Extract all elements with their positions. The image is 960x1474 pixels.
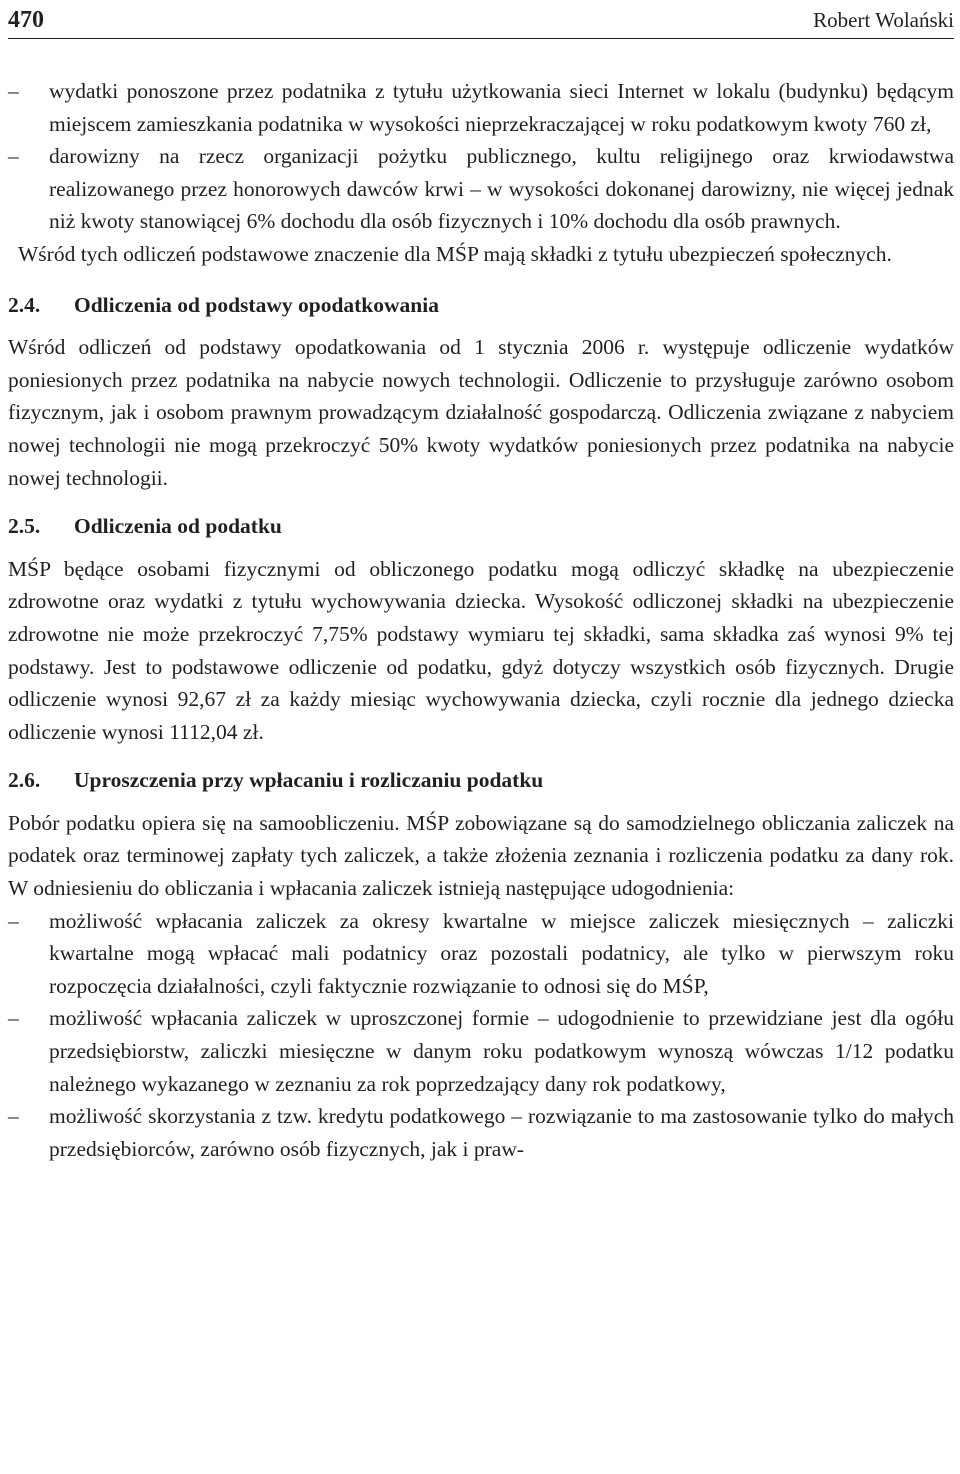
list-item: – możliwość wpłacania zaliczek za okresy kwartalne w miejsce zaliczek miesięcznych – zaliczki kwartalne mogą wpłacać mali podatnicy oraz pozostali podatnicy, ale tylko w pierwszym roku rozpoczęcia działalności, czyli faktycznie rozwiązanie to odnosi się do MŚP, bbox=[8, 905, 954, 1003]
section-number: 2.4. bbox=[8, 292, 41, 317]
deductions-list bbox=[8, 75, 954, 238]
section-heading bbox=[8, 289, 954, 322]
facilitations-list bbox=[8, 905, 954, 1166]
section-title: Odliczenia od podstawy opodatkowania bbox=[74, 292, 439, 317]
section-heading bbox=[8, 764, 954, 797]
summary-paragraph: Wśród tych odliczeń podstawowe znaczenie dla MŚP mają składki z tytułu ubezpieczeń społecznych. bbox=[18, 241, 892, 266]
list-item: – darowizny na rzecz organizacji pożytku publicznego, kultu religijnego oraz krwiodawstwa realizowanego przez honorowych dawców krwi – w wysokości dokonanej darowizny, nie więcej jednak niż kwoty stanowiącej 6% dochodu dla osób fizycznych i 10% dochodu dla osób prawnych. bbox=[8, 140, 954, 238]
list-item: – możliwość skorzystania z tzw. kredytu podatkowego – rozwiązanie to ma zastosowanie tylko do małych przedsiębiorców, zarówno osób fizycznych, jak i praw- bbox=[8, 1100, 954, 1165]
section-paragraph: Wśród odliczeń od podstawy opodatkowania od 1 stycznia 2006 r. występuje odliczenie wydatków poniesionych przez podatnika na nabycie nowych technologii. Odliczenie to przysługuje zarówno osobom fizycznym, jak i osobom prawnym prowadzącym działalność gospodarczą. Odliczenia związane z nabyciem nowej technologii nie mogą przekroczyć 50% kwoty wydatków poniesionych przez podatnika na nabycie nowej technologii. bbox=[8, 335, 954, 490]
running-author: Robert Wolański bbox=[813, 8, 954, 32]
list-item: – wydatki ponoszone przez podatnika z tytułu użytkowania sieci Internet w lokalu (budynku) będącym miejscem zamieszkania podatnika w wysokości nieprzekraczającej w roku podatkowym kwoty 760 zł, bbox=[8, 75, 954, 140]
page-body bbox=[8, 39, 954, 1165]
section-paragraph: MŚP będące osobami fizycznymi od obliczonego podatku mogą odliczyć składkę na ubezpieczenie zdrowotne oraz wydatki z tytułu wychowywania dziecka. Wysokość odliczonej składki na ubezpieczenie zdrowotne nie może przekroczyć 7,75% podstawy wymiaru tej składki, sama składka zaś wynosi 9% tej podstawy. Jest to podstawowe odliczenie od podatku, gdyż dotyczy wszystkich osób fizycznych. Drugie odliczenie wynosi 92,67 zł za każdy miesiąc wychowywania dziecka, czyli rocznie dla jednego dziecka odliczenie wynosi 1112,04 zł. bbox=[8, 556, 954, 744]
section-heading bbox=[8, 510, 954, 543]
page-number: 470 bbox=[8, 7, 44, 33]
section-number: 2.6. bbox=[8, 768, 41, 793]
list-item: – możliwość wpłacania zaliczek w uproszczonej formie – udogodnienie to przewidziane jest dla ogółu przedsiębiorstw, zaliczki miesięczne w danym roku podatkowym wynoszą wówczas 1/12 podatku należnego wykazanego w zeznaniu za rok poprzedzający dany rok podatkowy, bbox=[8, 1002, 954, 1100]
section-title: Odliczenia od podatku bbox=[74, 514, 282, 539]
section-title: Uproszczenia przy wpłacaniu i rozliczaniu podatku bbox=[74, 768, 544, 793]
section-number: 2.5. bbox=[8, 514, 41, 539]
running-header bbox=[8, 0, 954, 39]
section-paragraph: Pobór podatku opiera się na samoobliczeniu. MŚP zobowiązane są do samodzielnego obliczania zaliczek na podatek oraz terminowej zapłaty tych zaliczek, a także złożenia zeznania i rozliczenia podatku za dany rok. W odniesieniu do obliczania i wpłacania zaliczek istnieją następujące udogodnienia: bbox=[8, 810, 954, 901]
